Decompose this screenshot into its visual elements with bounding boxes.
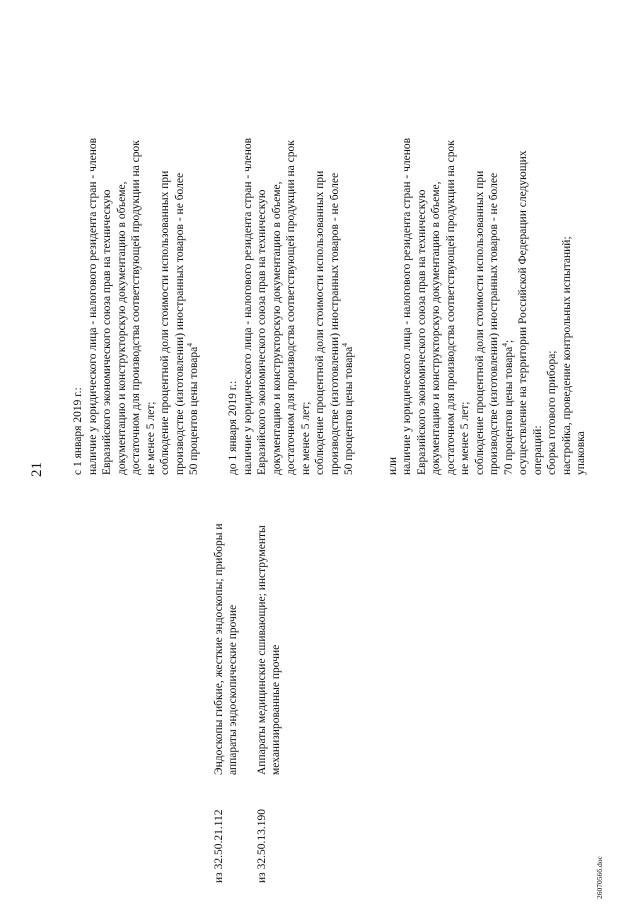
row-2-requirements: до 1 января 2019 г.: наличие у юридического лица - налогового резидента стран - членов Евразийского экономического союза прав на техническую документацию и конструкторскую документацию в объеме, достаточном для производства соответствующей продукции на срок не менее 5 лет; соблюдение процентной доли стоимости использованных при производстве (изготовлении) иностранных товаров - не более 50 процентов цены товара$^4$ или наличие у юридического лица - налогового резидента стран - членов Евразийского экономического союза прав на техническую документацию и конструкторскую документацию в объеме, достаточном для производства соответствующей продукции на срок не менее 5 лет; соблюдение процентной доли стоимости использованных при производстве (изготовлении) иностранных товаров - не более 70 процентов цены товара$^4$; осуществление на территории Российской Федерации следующих операций: сборка готового прибора; настройка, проведение контрольных испытаний; упаковка [227,137,587,475]
footer-doc-id: 2607056б.doc [595,856,604,899]
row-1-code: из 32.50.21.112 [213,809,225,883]
row-2-name: Аппараты медицинские сшивающие; инструменты механизированные прочие [256,525,283,775]
page-number: 21 [29,462,45,477]
row-1-name: Эндоскопы гибкие, жесткие эндоскопы; приборы и аппараты эндоскопические прочие [213,523,240,775]
row-1-requirements: с 1 января 2019 г.: наличие у юридического лица - налогового резидента стран - членов Евразийского экономического союза прав на техническую документацию и конструкторскую документацию в объеме, достаточном для производства соответствующей продукции на срок не менее 5 лет; соблюдение процентной доли стоимости использованных при производстве (изготовлении) иностранных товаров - не более 50 процентов цены товара$^4$ [72,137,200,475]
row-2-code: из 32.50.13.190 [256,809,268,883]
